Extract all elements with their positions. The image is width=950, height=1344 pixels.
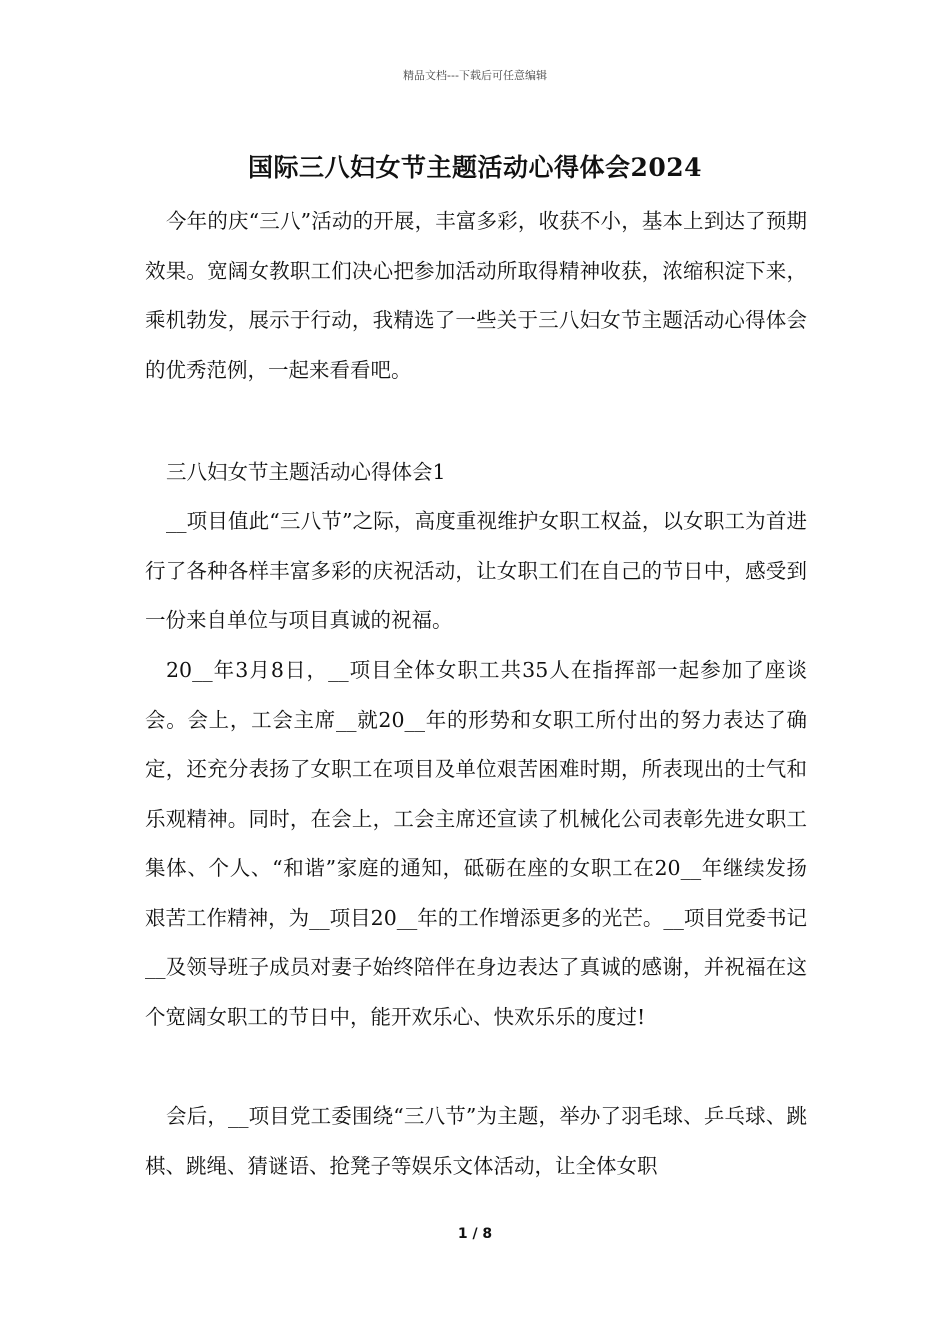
document-title: 国际三八妇女节主题活动心得体会2024 [247,153,703,182]
section-heading: 三八妇女节主题活动心得体会1 [166,460,446,484]
page-number: 1 / 8 [457,1226,493,1242]
paragraph-3: 会后，__项目党工委围绕“三八节”为主题，举办了羽毛球、乒乓球、跳棋、跳绳、猜谜语、抢凳子等娱乐文体活动，让全体女职 [145,1104,807,1178]
paragraph-2: 20__年3月8日，__项目全体女职工共35人在指挥部一起参加了座谈会。会上，工会主席__就20__年的形势和女职工所付出的努力表达了确定，还充分表扬了女职工在项目及单位艰苦困难时期，所表现出的士气和乐观精神。同时，在会上，工会主席还宣读了机械化公司表彰先进女职工集体、个人、“和谐”家庭的通知，砥砺在座的女职工在20__年继续发扬艰苦工作精神，为__项目20__年的工作增添更多的光芒。__项目党委书记__及领导班子成员对妻子始终陪伴在身边表达了真诚的感谢，并祝福在这个宽阔女职工的节日中，能开欢乐心、快欢乐乐的度过! [145,658,807,1029]
header-note: 精品文档---下载后可任意编辑 [403,69,547,82]
paragraph-1: __项目值此“三八节”之际，高度重视维护女职工权益，以女职工为首进行了各种各样丰富多彩的庆祝活动，让女职工们在自己的节日中，感受到一份来自单位与项目真诚的祝福。 [145,509,807,632]
intro-paragraph: 今年的庆“三八”活动的开展，丰富多彩，收获不小，基本上到达了预期效果。宽阔女教职工们决心把参加活动所取得精神收获，浓缩积淀下来，乘机勃发，展示于行动，我精选了一些关于三八妇女节主题活动心得体会的优秀范例，一起来看看吧。 [145,209,807,382]
